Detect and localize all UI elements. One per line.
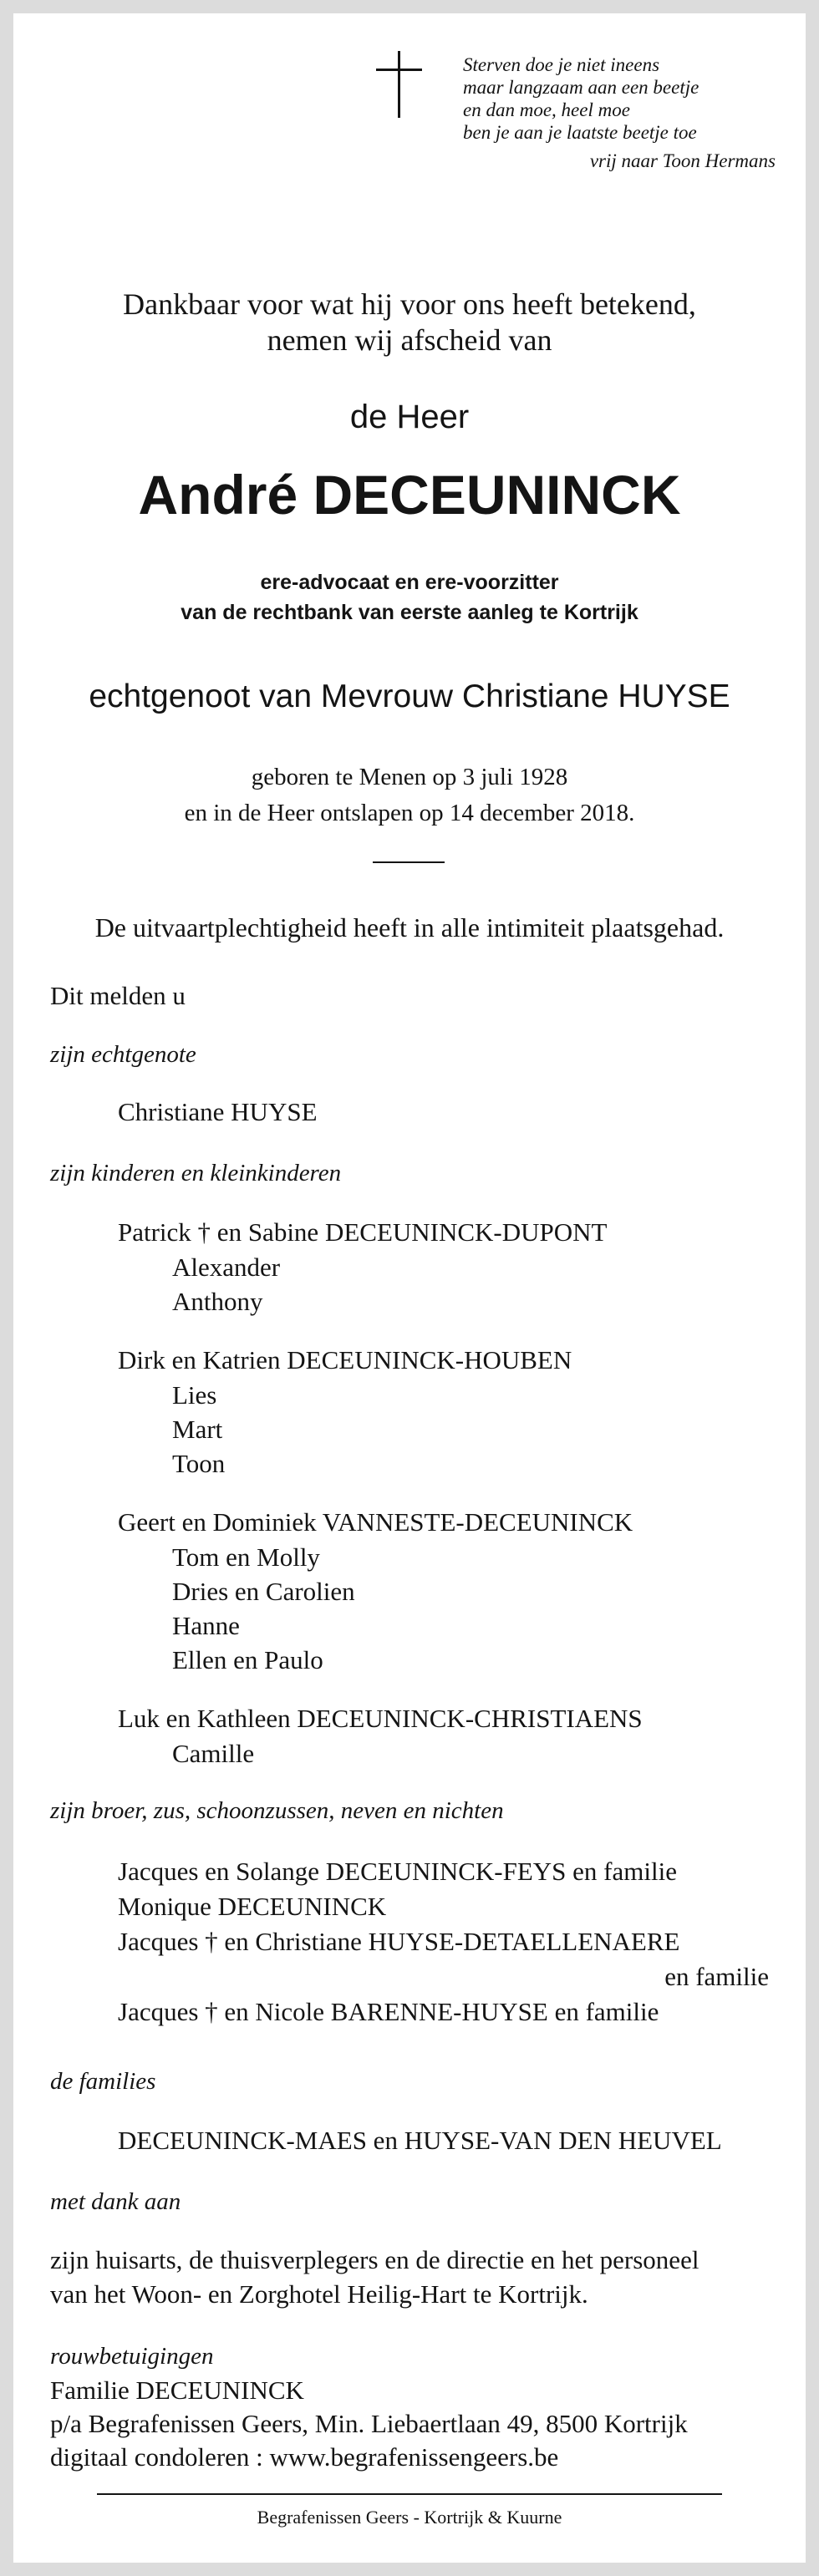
grandchild: Alexander [172,1252,281,1282]
ceremony-text: De uitvaartplechtigheid heeft in alle intimiteit plaatsgehad. [94,912,725,943]
intro-line-2: nemen wij afscheid van [267,323,552,357]
grandchild: Tom en Molly [172,1542,320,1572]
grandchild: Ellen en Paulo [172,1645,323,1674]
sibling-line: Jacques † en Christiane HUYSE-DETAELLENAERE [118,1927,680,1956]
footer-text: Begrafenissen Geers - Kortrijk & Kuurne [257,2507,562,2528]
sibling-line: Jacques † en Nicole BARENNE-HUYSE en familie [118,1997,659,2026]
short-divider [373,861,445,863]
grandchild: Camille [172,1739,255,1768]
grandchild: Mart [172,1415,223,1444]
spouse-name: Christiane HUYSE [118,1097,318,1126]
deceased-spouse: echtgenoot van Mevrouw Christiane HUYSE [89,678,730,714]
contact-website: digitaal condoleren : www.begrafenissengeers.be [50,2442,559,2472]
spouse-heading: zijn echtgenote [50,1041,196,1068]
grandchild: Anthony [172,1287,263,1316]
contact-family: Familie DECEUNINCK [50,2375,304,2405]
thanks-line-2: van het Woon- en Zorghotel Heilig-Hart te Kortrijk. [50,2279,588,2309]
grandchild: Dries en Carolien [172,1577,355,1606]
family-parents: Dirk en Katrien DECEUNINCK-HOUBEN [118,1345,572,1374]
children-heading: zijn kinderen en kleinkinderen [50,1160,342,1186]
deceased-title-line-1: ere-advocaat en ere-voorzitter [260,571,559,594]
family-parents: Geert en Dominiek VANNESTE-DECEUNINCK [118,1507,633,1537]
poem-line-2: maar langzaam aan een beetje [463,77,699,98]
thanks-heading: met dank aan [50,2188,181,2215]
sibling-line: Jacques en Solange DECEUNINCK-FEYS en familie [118,1857,677,1886]
family-parents: Luk en Kathleen DECEUNINCK-CHRISTIAENS [118,1704,643,1733]
siblings-heading: zijn broer, zus, schoonzussen, neven en nichten [50,1797,504,1824]
announce-text: Dit melden u [50,981,186,1010]
families-heading: de families [50,2068,156,2095]
obituary-card [13,13,806,2563]
thanks-line-1: zijn huisarts, de thuisverplegers en de directie en het personeel [50,2245,699,2274]
footer-divider [97,2493,722,2495]
deceased-died: en in de Heer ontslapen op 14 december 2018. [184,800,635,826]
sibling-continuation: en familie [664,1962,769,1991]
grandchild: Toon [172,1449,226,1478]
grandchild: Hanne [172,1611,240,1640]
contact-address: p/a Begrafenissen Geers, Min. Liebaertlaan 49, 8500 Kortrijk [50,2409,688,2438]
poem-line-4: ben je aan je laatste beetje toe [463,122,697,143]
poem-attribution: vrij naar Toon Hermans [589,150,776,171]
contact-heading: rouwbetuigingen [50,2343,214,2370]
grandchild: Lies [172,1380,217,1410]
poem-line-1: Sterven doe je niet ineens [463,54,660,75]
deceased-name: André DECEUNINCK [138,464,681,526]
deceased-title-line-2: van de rechtbank van eerste aanleg te Kortrijk [181,601,638,624]
family-parents: Patrick † en Sabine DECEUNINCK-DUPONT [118,1217,608,1247]
families-names: DECEUNINCK-MAES en HUYSE-VAN DEN HEUVEL [118,2126,722,2155]
intro-line-1: Dankbaar voor wat hij voor ons heeft betekend, [123,287,696,321]
poem-line-3: en dan moe, heel moe [463,99,630,120]
sibling-line: Monique DECEUNINCK [118,1892,387,1921]
deceased-prefix: de Heer [349,399,470,435]
deceased-born: geboren te Menen op 3 juli 1928 [251,764,568,790]
